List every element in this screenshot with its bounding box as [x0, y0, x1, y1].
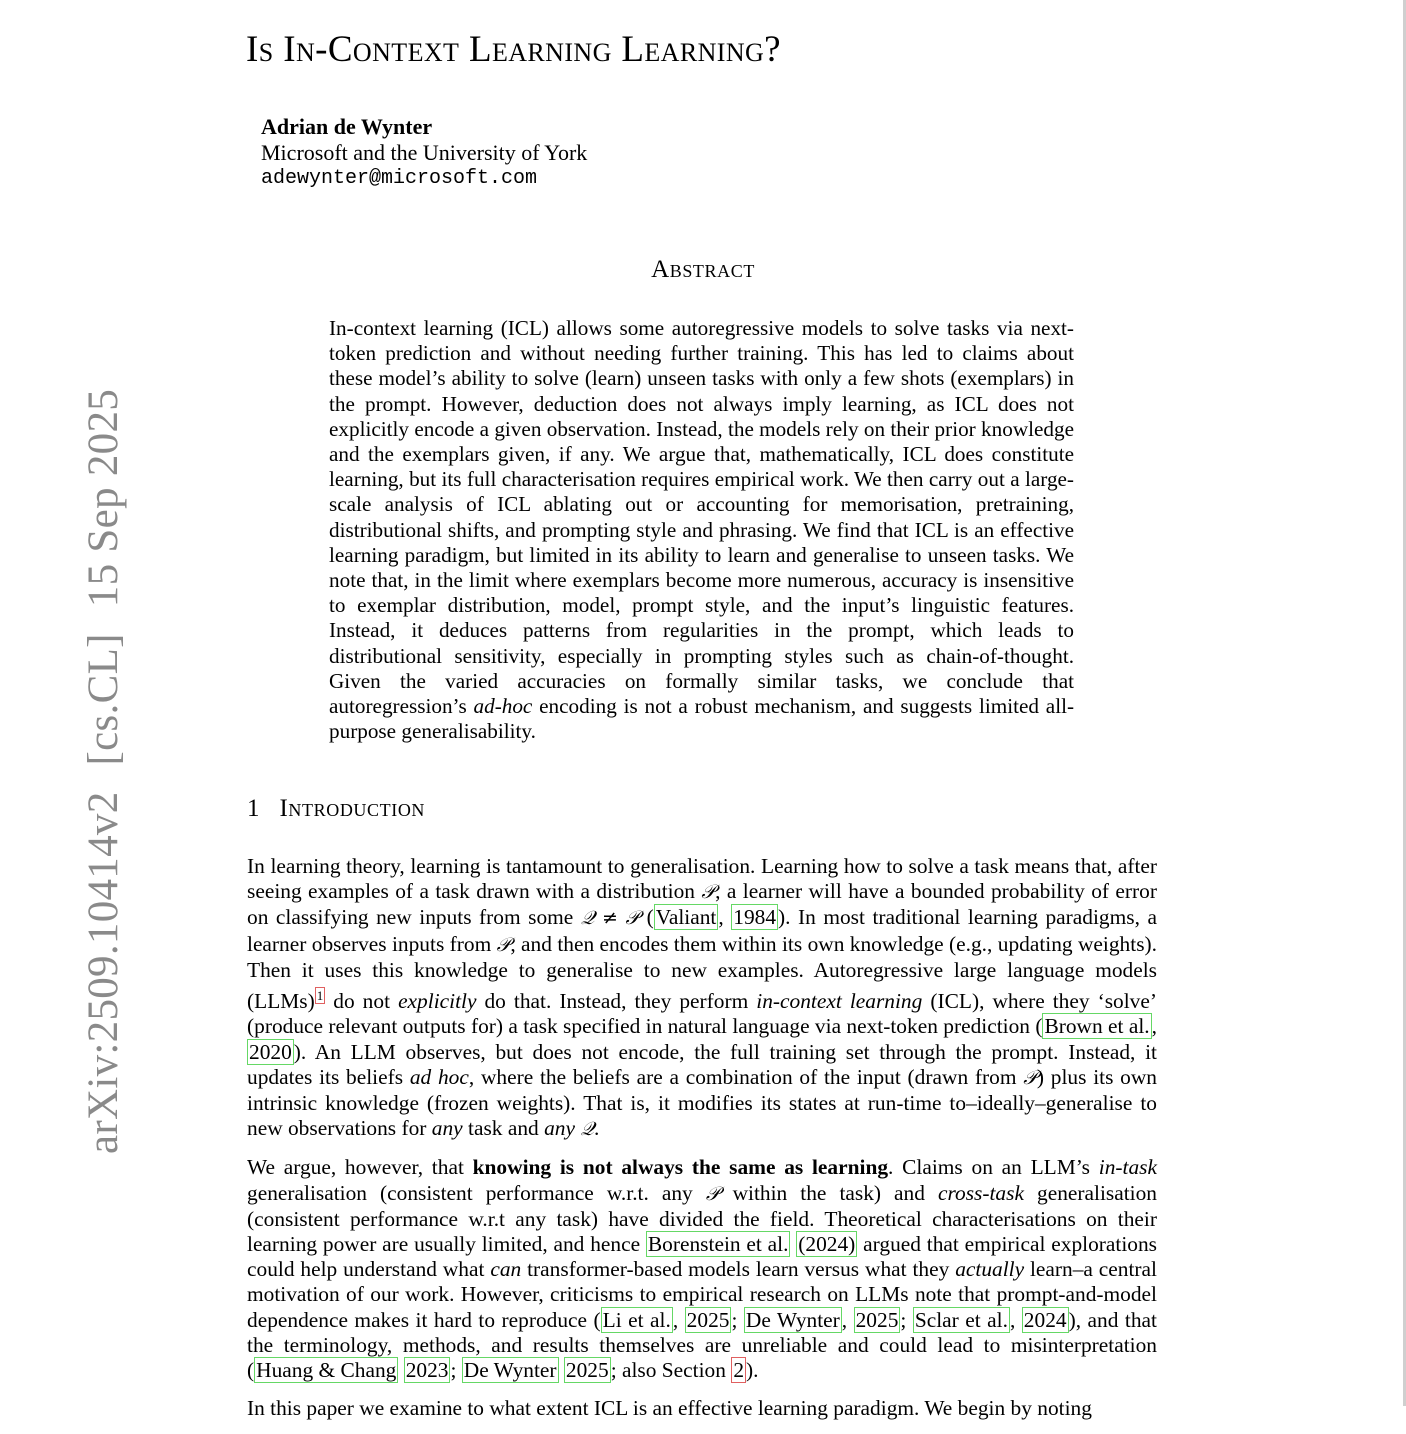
citation-year-link[interactable]: 2020 [249, 1039, 292, 1064]
citation-year-link[interactable]: 2025 [565, 1357, 609, 1382]
author-affiliation: Microsoft and the University of York [261, 140, 588, 165]
citation-link[interactable]: Li et al. [602, 1307, 671, 1332]
arxiv-date: 15 Sep 2025 [80, 388, 127, 608]
citation-year-link[interactable]: 1984 [733, 905, 777, 930]
text-run: ), and that the terminology, methods, and results themselves are unreliable and could lead to misinterpretation ( [247, 1307, 1157, 1382]
text-run: . Claims on an LLM’s [888, 1155, 1090, 1180]
text-run: , and then encodes them within its own knowledge (e.g., updating weights). Then it uses this knowledge to generalise to new examples. Autoregressive large language models (LLMs) [247, 931, 1157, 1014]
bold-claim: knowing is not always the same as learning [472, 1155, 889, 1180]
citation-year-link[interactable]: 2025 [686, 1307, 730, 1332]
text-run: ). In most traditional learning paradigms, a learner observes inputs from [247, 905, 1157, 956]
citation-link[interactable]: De Wynter [463, 1357, 557, 1382]
text-run: (ICL), where they ‘solve’ (produce relevant outputs for) a task specified in natural language via next-token prediction ( [247, 989, 1157, 1039]
text-run: In this paper we examine to what extent ICL is an effective learning paradigm. We begin by noting [247, 1396, 1092, 1421]
text-run: , [1151, 1014, 1157, 1039]
text-run: ( [646, 905, 654, 930]
math-P: 𝒫 [625, 907, 640, 930]
citation-link[interactable]: Huang & Chang [256, 1357, 397, 1382]
abstract-text-part: In-context learning (ICL) allows some autoregressive models to solve tasks via next-token prediction and without needing further training. This has led to claims about these model’s ability to solve (learn) unseen tasks with only a few shots (exemplars) in the prompt. However, deduction does not always imply learning, as ICL does not explicitly encode a given observation. Instead, the models rely on their prior knowledge and the exemplars given, if any. We argue that, mathematically, ICL does constitute learning, but its full characterisation requires empirical work. We then carry out a large-scale analysis of ICL ablating out or accounting for memorisation, pretraining, distributional shifts, and prompting style and phrasing. We find that ICL is an effective learning paradigm, but limited in its ability to learn and generalise to unseen tasks. We note that, in the limit where exemplars become more numerous, accuracy is insensitive to exemplar distribution, model, prompt style, and the input’s linguistic features. Instead, it deduces patterns from regularities in the prompt, which leads to distributional sensitivity, especially in prompting styles such as chain-of-thought. Given the varied accuracies on formally similar tasks, we conclude that autoregression’s [329, 316, 1074, 719]
math-Q: 𝒬 [580, 907, 595, 930]
abstract-text [329, 316, 1074, 744]
author-email[interactable]: adewynter@microsoft.com [261, 167, 538, 190]
paragraph-3 [247, 1396, 1157, 1421]
text-run: In learning theory, learning is tantamount to generalisation. Learning how to solve a task means that, after seeing examples of a task drawn with a distribution [247, 854, 1157, 904]
text-run: generalisation (consistent performance w.r.t any task) have divided the field. Theoretical characterisations on their learning power are usually limited, and hence [247, 1180, 1157, 1256]
text-run: ). An LLM observes, but does not encode, the full training set through the prompt. Instead, it updates its beliefs [247, 1039, 1157, 1089]
citation-year-link[interactable]: (2024) [798, 1231, 856, 1256]
text-run: argued that empirical explorations could help understand what [247, 1231, 1157, 1282]
text-run: We argue, however, that [247, 1155, 464, 1180]
section-heading [247, 795, 425, 823]
text-run: generalisation (consistent performance w.r.t. any [247, 1180, 693, 1205]
text-run: do that. Instead, they perform [484, 989, 749, 1014]
citation-year-link[interactable]: 2023 [405, 1357, 449, 1382]
section-title: Introduction [279, 795, 426, 822]
abstract-text-part: encoding is not a robust mechanism, and suggests limited all-purpose generalisability. [329, 694, 1075, 744]
text-run: within the task) and [732, 1180, 925, 1205]
section-link[interactable]: 2 [733, 1357, 745, 1382]
math-P: 𝒫 [701, 881, 716, 904]
text-run: ). [746, 1357, 759, 1382]
text-run: ; also Section [610, 1357, 726, 1382]
emphasis: in-task [1098, 1155, 1157, 1180]
text-run: task and [468, 1116, 539, 1141]
citation-link[interactable]: De Wynter [745, 1307, 840, 1332]
emphasis: any [544, 1116, 575, 1141]
author-block [261, 114, 587, 192]
emphasis: actually [955, 1257, 1025, 1282]
emphasis: cross-task [938, 1180, 1024, 1205]
text-run: transformer-based models learn versus what they [527, 1257, 950, 1282]
citation-link[interactable]: Valiant [655, 905, 717, 930]
section-number: 1 [247, 795, 260, 822]
math-neq: ≠ [602, 907, 618, 930]
math-P: 𝒫 [705, 1182, 720, 1205]
emphasis: can [490, 1257, 522, 1282]
author-name: Adrian de Wynter [261, 114, 433, 139]
text-run: learn–a central motivation of our work. However, criticisms to empirical research on LLMs note that prompt-and-model dependence makes it hard to reproduce ( [247, 1257, 1157, 1332]
text-run: , [718, 905, 732, 930]
paragraph-2: We argue, however, that knowing is not always the same as learning. Claims on an LLM’s in-task generalisation (consistent performance w.r.t. any 𝒫 within the task) and cross-task generalisation (consistent performance w.r.t any task) have divided the field. Theoretical characterisations on their learning power are usually limited, and hence Borenstein et al. (2024) argued that empirical explorations could help understand what can transformer-based models learn versus what they actually learn–a central motivation of our work. However, criticisms to empirical research on LLMs note that prompt-and-model dependence makes it hard to reproduce (Li et al., 2025; De Wynter, 2025; Sclar et al., 2024), and that the terminology, methods, and results themselves are unreliable and could lead to misinterpretation (Huang & Chang 2023; De Wynter 2025; also Section 2). [247, 1155, 1157, 1382]
emphasis: explicitly [398, 989, 477, 1014]
arxiv-id: arXiv:2509.10414v2 [80, 791, 127, 1154]
paragraph-1 [247, 854, 1157, 1142]
footnote-link[interactable]: 1 [316, 988, 324, 1004]
text-run: ) plus its own intrinsic knowledge (frozen weights). That is, it modifies its states at run-time to–ideally–generalise to new observations for [247, 1064, 1157, 1141]
introduction-body [247, 854, 1157, 1434]
arxiv-side-stamp [79, 363, 128, 1154]
citation-link[interactable]: Brown et al. [1044, 1014, 1150, 1039]
abstract-heading: Abstract [651, 256, 755, 283]
citation-year-link[interactable]: 2025 [855, 1307, 899, 1332]
text-run: , a learner will have a bounded probability of error on classifying new inputs from some [247, 879, 1157, 930]
text-run: . [593, 1116, 600, 1141]
citation-link[interactable]: Sclar et al. [914, 1307, 1008, 1332]
text-run: , where the beliefs are a combination of the input (drawn from [468, 1064, 1017, 1089]
citation-link[interactable]: Borenstein et al. [647, 1231, 789, 1256]
paper-title: Is In-Context Learning Learning? [246, 29, 782, 70]
text-run: do not [333, 989, 391, 1014]
math-Q: 𝒬 [580, 1118, 594, 1141]
math-P: 𝒫 [496, 933, 511, 956]
emphasis: in-context learning [756, 989, 923, 1014]
abstract-italic-term: ad-hoc [473, 694, 533, 719]
emphasis: ad hoc [409, 1064, 469, 1089]
citation-year-link[interactable]: 2024 [1023, 1307, 1067, 1332]
math-P: 𝒫 [1023, 1066, 1037, 1089]
arxiv-category: [cs.CL] [80, 633, 127, 766]
emphasis: any [431, 1116, 463, 1141]
